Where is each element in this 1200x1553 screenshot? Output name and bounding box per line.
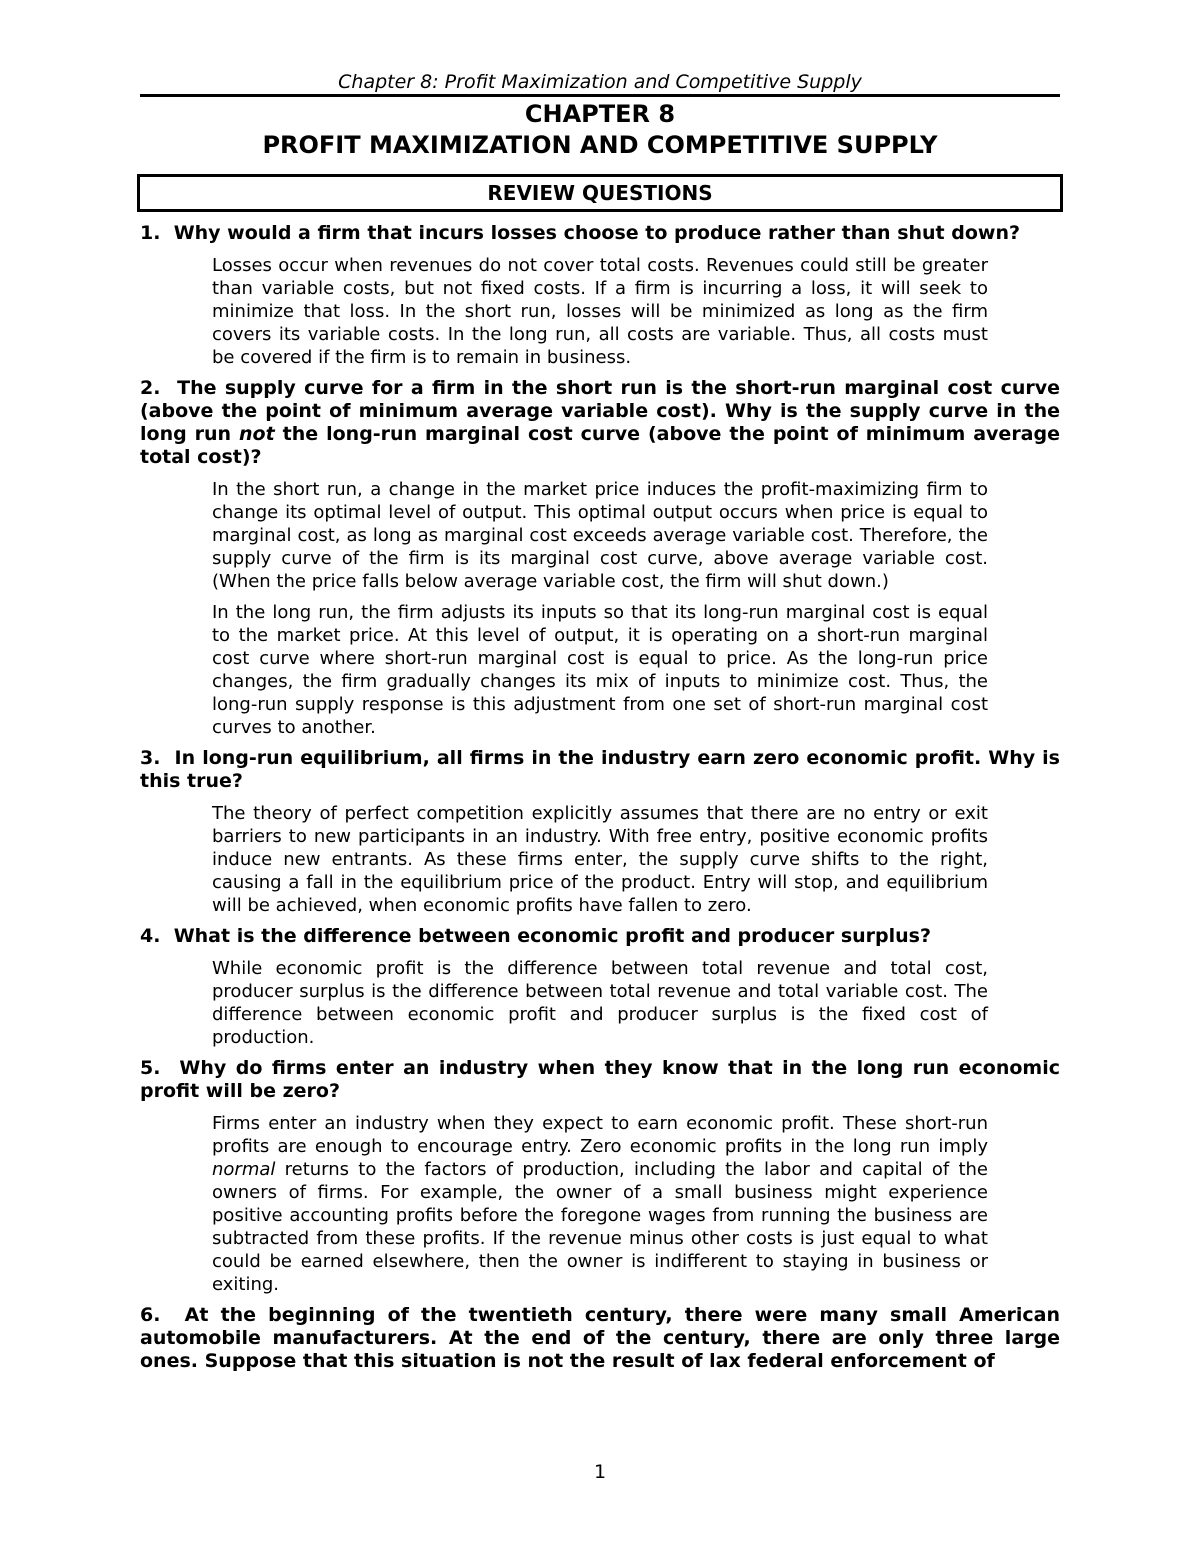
question-number: 4. (140, 925, 161, 947)
answer-text-continued: returns to the factors of production, including the labor and capital of the owners of firms. For example, the owner of a small business might experience positive accounting profits before the foregone wages from running the business are subtracted from these profits. If the revenue minus other costs is just equal to what could be earned elsewhere, then the owner is indifferent to staying in business or exiting. (212, 1159, 988, 1295)
question-1 (140, 222, 1060, 245)
running-header: Chapter 8: Profit Maximization and Competitive Supply (338, 71, 862, 93)
question-text-continued: the long-run marginal cost curve (above the point of minimum average total cost)? (140, 423, 1060, 468)
chapter-title: PROFIT MAXIMIZATION AND COMPETITIVE SUPPLY (262, 131, 938, 159)
answer-paragraph: While economic profit is the difference between total revenue and total cost, producer surplus is the difference between total revenue and total variable cost. The difference between economic profit and producer surplus is the fixed cost of production. (212, 958, 988, 1048)
question-3 (140, 747, 1060, 793)
question-number: 5. (140, 1057, 161, 1079)
section-heading-box (137, 174, 1063, 212)
question-text: Why do firms enter an industry when they know that in the long run economic profit will be zero? (140, 1057, 1061, 1102)
question-text: The supply curve for a firm in the short run is the short-run marginal cost curve (above the point of minimum average variable cost). Why is the supply curve in the long run (140, 377, 1060, 445)
question-number: 6. (140, 1304, 161, 1326)
answer-paragraph: Losses occur when revenues do not cover total costs. Revenues could still be greater than variable costs, but not fixed costs. If a firm is incurring a loss, it will seek to minimize that loss. In the short run, losses will be minimized as long as the firm covers its variable costs. In the long run, all costs are variable. Thus, all costs must be covered if the firm is to remain in business. (212, 255, 988, 368)
question-text: What is the difference between economic profit and producer surplus? (173, 925, 932, 947)
answer-text: Firms enter an industry when they expect to earn economic profit. These short-run profits are enough to encourage entry. Zero economic profits in the long run imply (212, 1113, 988, 1157)
question-text: At the beginning of the twentieth century, there were many small American automobile manufacturers. At the end of the century, there are only three large ones. Suppose that this situation is not the result of lax federal enforcement of (140, 1304, 1060, 1372)
section-heading: REVIEW QUESTIONS (487, 181, 713, 205)
question-number: 2. (140, 377, 161, 399)
chapter-number-title: CHAPTER 8 (524, 100, 676, 128)
header-rule (140, 94, 1060, 97)
answer-paragraph: In the short run, a change in the market price induces the profit-maximizing firm to change its optimal level of output. This optimal output occurs when price is equal to marginal cost, as long as marginal cost exceeds average variable cost. Therefore, the supply curve of the firm is its marginal cost curve, above average variable cost. (When the price falls below average variable cost, the firm will shut down.) (212, 479, 988, 592)
review-questions-content (140, 222, 1060, 1382)
question-text: In long-run equilibrium, all firms in the industry earn zero economic profit. Why is this true? (140, 747, 1060, 792)
question-4 (140, 925, 1060, 948)
question-text: Why would a firm that incurs losses choose to produce rather than shut down? (173, 222, 1021, 244)
question-5 (140, 1057, 1060, 1103)
answer-paragraph: The theory of perfect competition explicitly assumes that there are no entry or exit barriers to new participants in an industry. With free entry, positive economic profits induce new entrants. As these firms enter, the supply curve shifts to the right, causing a fall in the equilibrium price of the product. Entry will stop, and equilibrium will be achieved, when economic profits have fallen to zero. (212, 803, 988, 916)
page-number: 1 (593, 1461, 607, 1483)
question-emphasis: not (239, 423, 275, 445)
answer-paragraph: In the long run, the firm adjusts its inputs so that its long-run marginal cost is equal to the market price. At this level of output, it is operating on a short-run marginal cost curve where short-run marginal cost is equal to price. As the long-run price changes, the firm gradually changes its mix of inputs to minimize cost. Thus, the long-run supply response is this adjustment from one set of short-run marginal cost curves to another. (212, 602, 988, 738)
question-2 (140, 377, 1060, 469)
question-6 (140, 1304, 1060, 1373)
answer-emphasis: normal (212, 1159, 276, 1180)
question-number: 3. (140, 747, 161, 769)
answer-paragraph (212, 1112, 988, 1296)
question-number: 1. (140, 222, 161, 244)
